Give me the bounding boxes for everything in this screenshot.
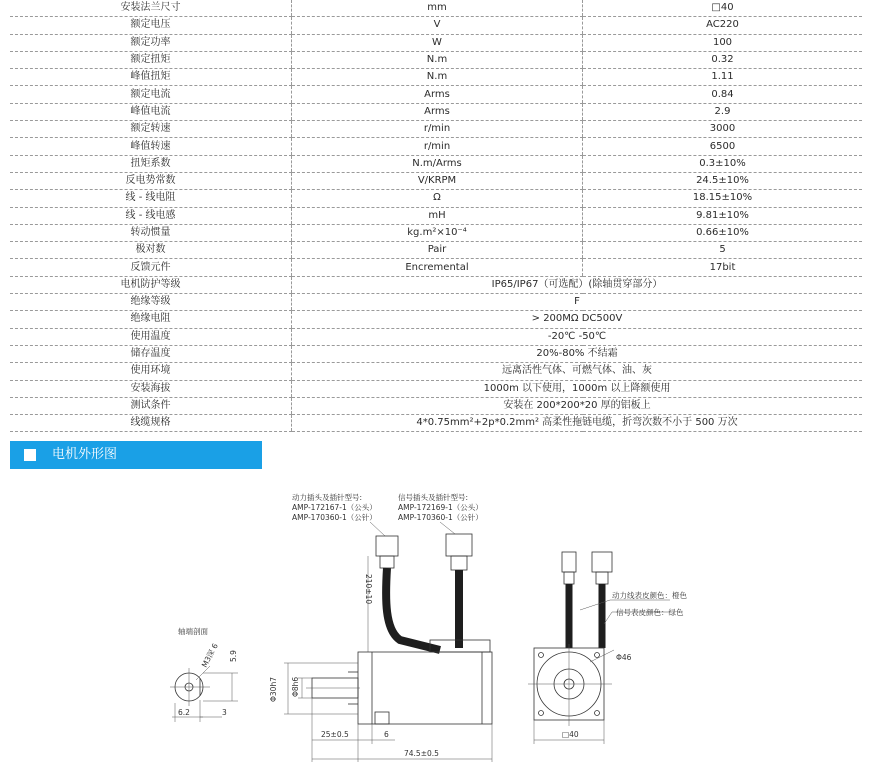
- table-row: [10, 103, 862, 120]
- spec-value: 9.81±10%: [583, 207, 863, 224]
- table-row: [10, 190, 862, 207]
- dim-circle-label: Φ46: [616, 653, 632, 662]
- power-connector-line2: AMP-170360-1（公针）: [292, 513, 377, 522]
- spec-value: 100: [583, 34, 863, 51]
- table-row: [10, 172, 862, 189]
- table-row: [10, 415, 862, 432]
- table-row: [10, 311, 862, 328]
- spec-name: 额定扭矩: [10, 51, 292, 68]
- spec-value: 1.11: [583, 69, 863, 86]
- spec-name: 额定电流: [10, 86, 292, 103]
- dim-flange-label: □40: [562, 730, 579, 739]
- power-connector-line1: AMP-172167-1（公头）: [292, 503, 377, 512]
- section-banner: [10, 441, 262, 469]
- table-row: [10, 86, 862, 103]
- spec-name: 线 - 线电感: [10, 207, 292, 224]
- table-row: [10, 34, 862, 51]
- signal-cable-color-note: 信号表皮颜色：绿色: [616, 608, 684, 617]
- power-connector-title: 动力插头及插针型号:: [292, 493, 363, 502]
- spec-value: 20%-80% 不结霜: [292, 345, 863, 362]
- spec-value: 2.9: [583, 103, 863, 120]
- banner-square-icon: [24, 449, 36, 461]
- spec-unit: Pair: [292, 242, 583, 259]
- spec-value: F: [292, 294, 863, 311]
- spec-name: 线 - 线电阻: [10, 190, 292, 207]
- spec-value: 0.3±10%: [583, 155, 863, 172]
- spec-value: 1000m 以下使用，1000m 以上降额使用: [292, 380, 863, 397]
- table-row: [10, 224, 862, 241]
- spec-name: 安装海拔: [10, 380, 292, 397]
- power-cable-color-note: 动力线表皮颜色：橙色: [612, 591, 687, 600]
- front-signal-connector: [592, 552, 612, 572]
- spec-value: -20℃ -50℃: [292, 328, 863, 345]
- table-row: [10, 138, 862, 155]
- spec-unit: Arms: [292, 103, 583, 120]
- spec-unit: Encremental: [292, 259, 583, 276]
- spec-name: 使用环境: [10, 363, 292, 380]
- spec-unit: Arms: [292, 86, 583, 103]
- spec-name: 转动惯量: [10, 224, 292, 241]
- spec-unit: kg.m²×10⁻⁴: [292, 224, 583, 241]
- motor-body: [358, 652, 492, 724]
- spec-value: 0.66±10%: [583, 224, 863, 241]
- spec-value: 0.84: [583, 86, 863, 103]
- spec-value: 18.15±10%: [583, 190, 863, 207]
- spec-value: > 200MΩ DC500V: [292, 311, 863, 328]
- table-row: [10, 207, 862, 224]
- spec-unit: N.m: [292, 51, 583, 68]
- power-connector: [376, 536, 398, 556]
- spec-unit: N.m: [292, 69, 583, 86]
- table-row: [10, 259, 862, 276]
- motor-outline-drawing: [0, 480, 879, 767]
- spec-unit: r/min: [292, 121, 583, 138]
- table-row: [10, 380, 862, 397]
- table-row: [10, 294, 862, 311]
- spec-unit: V/KRPM: [292, 172, 583, 189]
- table-row: [10, 345, 862, 362]
- signal-connector: [446, 534, 472, 556]
- table-row: [10, 276, 862, 293]
- spec-name: 额定转速: [10, 121, 292, 138]
- section-title: 电机外形图: [52, 447, 118, 462]
- spec-name: 绝缘等级: [10, 294, 292, 311]
- spec-name: 测试条件: [10, 397, 292, 414]
- spec-value: 远离活性气体、可燃气体、油、灰: [292, 363, 863, 380]
- front-power-connector: [562, 552, 576, 572]
- table-row: [10, 242, 862, 259]
- spec-unit: mm: [292, 0, 583, 17]
- spec-value: 17bit: [583, 259, 863, 276]
- spec-name: 线缆规格: [10, 415, 292, 432]
- cable-length-label: 210±10: [364, 574, 373, 605]
- table-row: [10, 121, 862, 138]
- spec-name: 电机防护等级: [10, 276, 292, 293]
- spec-name: 绝缘电阻: [10, 311, 292, 328]
- table-row: [10, 155, 862, 172]
- dim-shaft-len-label: 25±0.5: [321, 730, 349, 739]
- spec-name: 额定功率: [10, 34, 292, 51]
- dim-3-label: 3: [222, 708, 227, 717]
- spec-value: 6500: [583, 138, 863, 155]
- spec-name: 极对数: [10, 242, 292, 259]
- table-row: [10, 51, 862, 68]
- spec-name: 额定电压: [10, 17, 292, 34]
- spec-table-body: [10, 0, 862, 432]
- signal-connector-line2: AMP-170360-1（公针）: [398, 513, 483, 522]
- dim-6-label: 6: [384, 730, 389, 739]
- spec-value: IP65/IP67（可选配）(除轴贯穿部分）: [292, 276, 863, 293]
- spec-value: 4*0.75mm²+2p*0.2mm² 高柔性拖链电缆，折弯次数不小于 500 万次: [292, 415, 863, 432]
- spec-value: 0.32: [583, 51, 863, 68]
- dim-pilot-label: Φ30h7: [269, 677, 278, 702]
- dim-5-9-label: 5.9: [229, 650, 238, 662]
- spec-value: 安装在 200*200*20 厚的铝板上: [292, 397, 863, 414]
- spec-name: 使用温度: [10, 328, 292, 345]
- spec-name: 反馈元件: [10, 259, 292, 276]
- spec-name: 储存温度: [10, 345, 292, 362]
- dim-m3-label: M3深 6: [199, 641, 220, 669]
- spec-name: 反电势常数: [10, 172, 292, 189]
- dim-body-len-label: 74.5±0.5: [404, 749, 439, 758]
- spec-unit: mH: [292, 207, 583, 224]
- spec-name: 峰值电流: [10, 103, 292, 120]
- shaft-section-view: [170, 626, 238, 722]
- table-row: [10, 0, 862, 17]
- spec-unit: r/min: [292, 138, 583, 155]
- spec-value: 5: [583, 242, 863, 259]
- spec-name: 扭矩系数: [10, 155, 292, 172]
- table-row: [10, 363, 862, 380]
- table-row: [10, 328, 862, 345]
- motor-side-view: [269, 492, 492, 762]
- signal-connector-title: 信号插头及插针型号:: [398, 493, 469, 502]
- spec-name: 峰值扭矩: [10, 69, 292, 86]
- spec-name: 峰值转速: [10, 138, 292, 155]
- table-row: [10, 397, 862, 414]
- spec-unit: V: [292, 17, 583, 34]
- power-cable: [386, 568, 440, 650]
- spec-unit: N.m/Arms: [292, 155, 583, 172]
- dim-6-2-label: 6.2: [178, 708, 190, 717]
- spec-unit: W: [292, 34, 583, 51]
- dim-shaft-dia-label: Φ8h6: [291, 676, 300, 697]
- motor-front-view: [528, 552, 687, 744]
- table-row: [10, 17, 862, 34]
- spec-value: 24.5±10%: [583, 172, 863, 189]
- spec-value: AC220: [583, 17, 863, 34]
- spec-name: 安装法兰尺寸: [10, 0, 292, 17]
- spec-value: 3000: [583, 121, 863, 138]
- spec-table: [10, 0, 862, 432]
- signal-connector-line1: AMP-172169-1（公头）: [398, 503, 483, 512]
- shaft-section-title: 轴端剖面: [178, 627, 208, 636]
- spec-unit: Ω: [292, 190, 583, 207]
- spec-value: □40: [583, 0, 863, 17]
- table-row: [10, 69, 862, 86]
